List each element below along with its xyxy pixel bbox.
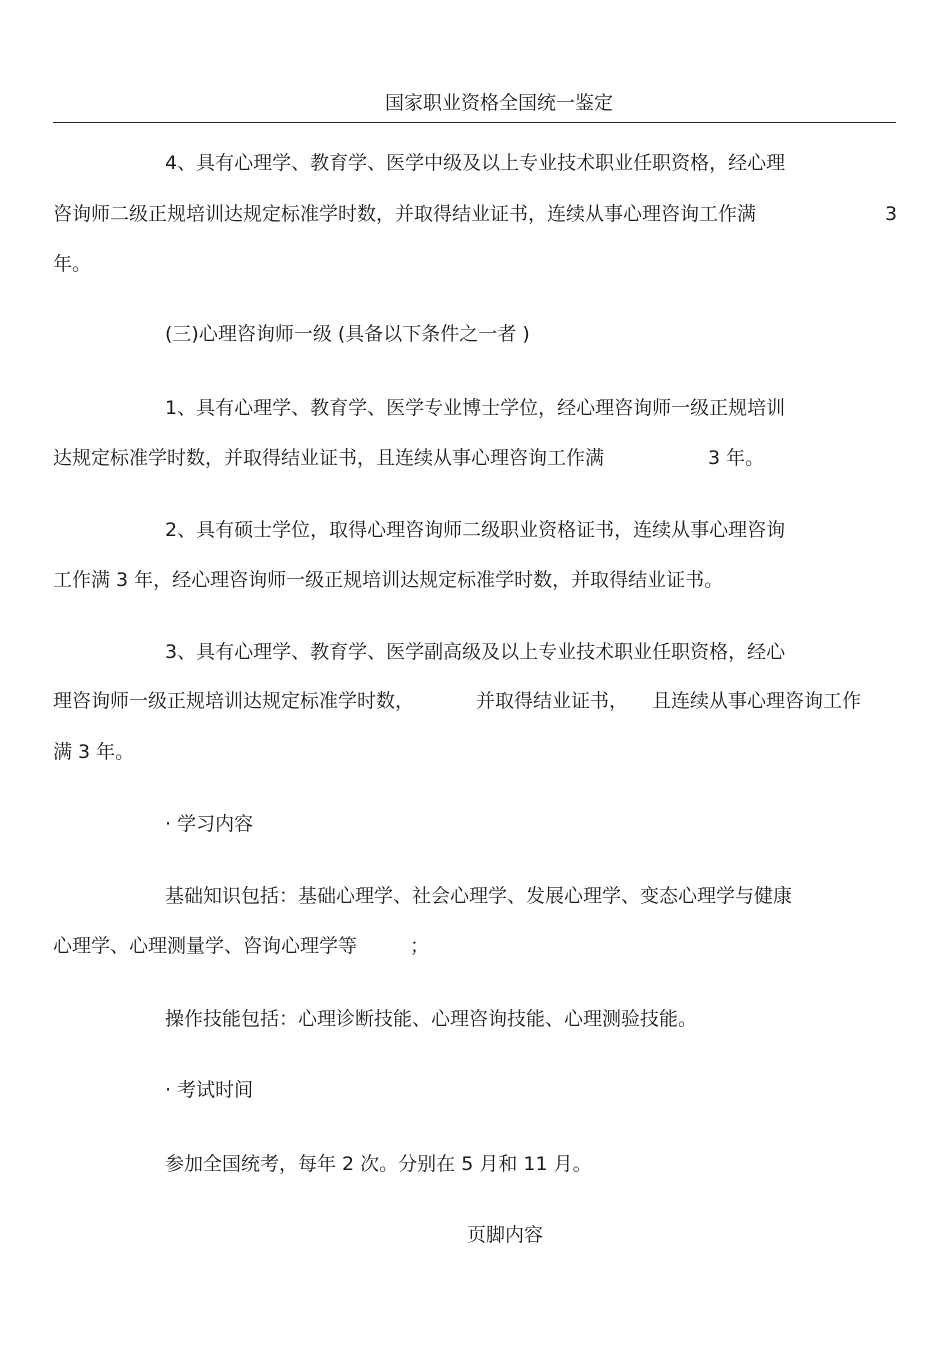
paragraph-line: 4、具有心理学、教育学、医学中级及以上专业技术职业任职资格，经心理 <box>165 152 786 174</box>
paragraph-line: 操作技能包括：心理诊断技能、心理咨询技能、心理测验技能。 <box>165 1008 698 1030</box>
section-heading: (三)心理咨询师一级 (具备以下条件之一者 ) <box>165 323 530 345</box>
paragraph-line: 工作满 3 年，经心理咨询师一级正规培训达规定标准学时数，并取得结业证书。 <box>53 569 724 591</box>
paragraph-line: 年。 <box>53 253 92 275</box>
paragraph-line: 1、具有心理学、教育学、医学专业博士学位，经心理咨询师一级正规培训 <box>165 397 786 419</box>
paragraph-line: 2、具有硕士学位，取得心理咨询师二级职业资格证书，连续从事心理咨询 <box>165 519 786 541</box>
paragraph-line: 心理学、心理测量学、咨询心理学等 <box>53 935 358 957</box>
paragraph-line-tail: 3 年。 <box>708 447 765 469</box>
header-divider <box>53 122 896 123</box>
paragraph-line: 理咨询师一级正规培训达规定标准学时数， <box>53 690 415 712</box>
paragraph-line: 3、具有心理学、教育学、医学副高级及以上专业技术职业任职资格，经心 <box>165 641 786 663</box>
paragraph-line-segment: 并取得结业证书， <box>476 690 629 712</box>
paragraph-line: 咨询师二级正规培训达规定标准学时数，并取得结业证书，连续从事心理咨询工作满 <box>53 203 757 225</box>
paragraph-line-tail: 3 <box>885 203 898 225</box>
section-heading-study: · 学习内容 <box>165 813 254 835</box>
paragraph-line: 满 3 年。 <box>53 741 135 763</box>
page-footer: 页脚内容 <box>466 1224 543 1246</box>
paragraph-line-segment: 且连续从事心理咨询工作 <box>652 690 862 712</box>
paragraph-line-tail: ； <box>410 935 430 957</box>
page-header-title: 国家职业资格全国统一鉴定 <box>384 92 613 114</box>
paragraph-line: 达规定标准学时数，并取得结业证书，且连续从事心理咨询工作满 <box>53 447 605 469</box>
paragraph-line: 基础知识包括：基础心理学、社会心理学、发展心理学、变态心理学与健康 <box>165 885 793 907</box>
section-heading-exam: · 考试时间 <box>165 1079 254 1101</box>
paragraph-line: 参加全国统考，每年 2 次。分别在 5 月和 11 月。 <box>165 1153 592 1175</box>
